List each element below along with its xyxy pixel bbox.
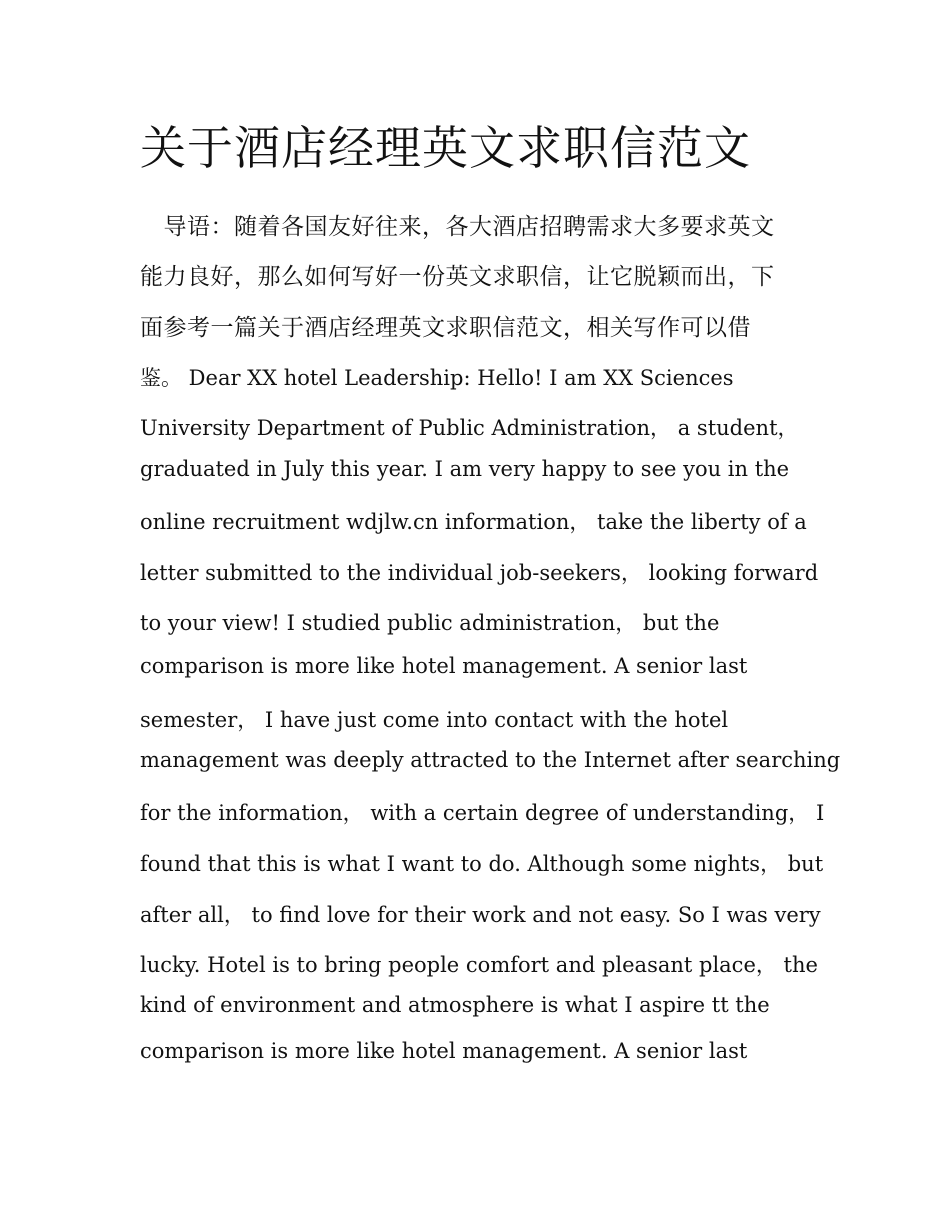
body-line: semester， I have just come into contact with the hotel (140, 708, 729, 732)
body-line: University Department of Public Administration， a student， (140, 416, 799, 440)
body-line: graduated in July this year. I am very happy to see you in the (140, 457, 790, 481)
body-line: letter submitted to the individual job-seekers， looking forward (140, 561, 819, 585)
body-line: 能力良好，那么如何写好一份英文求职信，让它脱颖而出，下 (140, 264, 775, 290)
body-line: found that this is what I want to do. Although some nights， but (140, 852, 824, 876)
body-line: after all， to find love for their work and not easy. So I was very (140, 903, 821, 927)
body-line: comparison is more like hotel management. A senior last (140, 1039, 748, 1063)
body-line: online recruitment wdjlw.cn information， take the liberty of a (140, 510, 807, 534)
body-line: for the information， with a certain degree of understanding， I (140, 801, 825, 825)
body-line: management was deeply attracted to the Internet after searching (140, 748, 841, 772)
body-line: to your view! I studied public administration， but the (140, 611, 720, 635)
body-line: comparison is more like hotel management. A senior last (140, 654, 748, 678)
document-title: 关于酒店经理英文求职信范文 (140, 121, 751, 175)
body-line: kind of environment and atmosphere is what I aspire tt the (140, 993, 770, 1017)
body-line: 导语：随着各国友好往来，各大酒店招聘需求大多要求英文 (140, 214, 775, 240)
body-line: 鉴。 Dear XX hotel Leadership: Hello! I am XX Sciences (140, 366, 734, 390)
body-line: lucky. Hotel is to bring people comfort and pleasant place， the (140, 953, 818, 977)
body-line: 面参考一篇关于酒店经理英文求职信范文，相关写作可以借 (140, 315, 751, 341)
